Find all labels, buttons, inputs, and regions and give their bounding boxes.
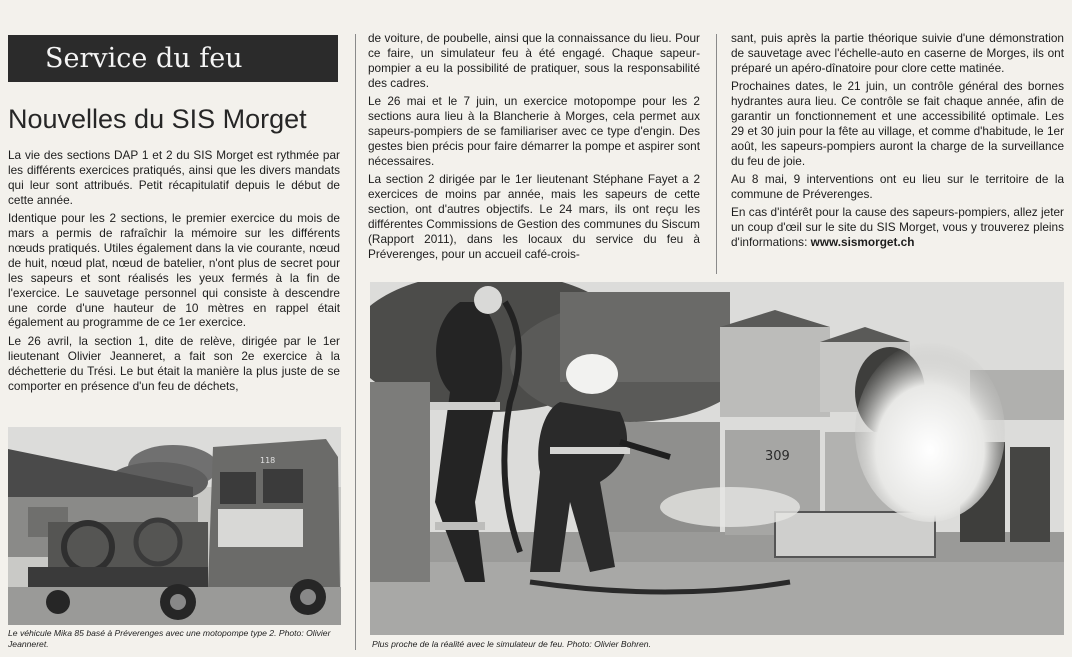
paragraph: La section 2 dirigée par le 1er lieutenant Stéphane Fayet a 2 exercices de moins par année, mais les sapeurs de cette section, ont d'autres objectifs. Le 24 mars, ils ont reçu les différentes Commissions de Gestion des communes du Siscum (Rapport 2011), dans les locaux du service du feu à Préverenges, pour un accueil café-crois-	[368, 172, 700, 261]
paragraph: Au 8 mai, 9 interventions ont eu lieu sur le territoire de la commune de Préverenges.	[731, 172, 1064, 202]
website-link[interactable]: www.sismorget.ch	[810, 235, 915, 250]
paragraph: La vie des sections DAP 1 et 2 du SIS Morget est rythmée par les différents exercices pratiqués, ainsi que les divers mandats qui leur sont attribués. Petit récapitulatif depuis le début de cette année.	[8, 148, 340, 207]
paragraph: de voiture, de poubelle, ainsi que la connaissance du lieu. Pour ce faire, un simulateur feu à été engagé. Chaque sapeur-pompier a eu la possibilité de pratiquer, sous la responsabilité des cadres.	[368, 31, 700, 90]
column-rule	[355, 34, 356, 650]
paragraph: Prochaines dates, le 21 juin, un contrôle général des bornes hydrantes aura lieu. Ce contrôle se fait chaque année, afin de garantir un fonctionnement et une accessibilité optimale. Les 29 et 30 juin pour la fête au village, et comme d'habitude, le 1er août, les sapeurs-pompiers auront la charge de la surveillance du feu de joie.	[731, 79, 1064, 168]
paragraph: sant, puis après la partie théorique suivie d'une démonstration de sauvetage avec l'échelle-auto en caserne de Morges, ils ont préparé un apéro-dînatoire pour clore cette matinée.	[731, 31, 1064, 75]
photo-fire-simulator	[370, 282, 1064, 635]
photo-caption: Plus proche de la réalité avec le simulateur de feu. Photo: Olivier Bohren.	[372, 639, 651, 649]
paragraph: Identique pour les 2 sections, le premier exercice du mois de mars a permis de rafraîchir la mémoire sur les différents nœuds pratiqués. Utiles également dans la vie courante, nœud de huit, nœud plat, nœud de batelier, n'ont plus de secret pour les sapeurs et sont réalisés les yeux fermés à la fin de l'exercice. Le sauvetage personnel qui consiste à descendre une corde d'une hauteur de 10 mètres en rappel était également au programme de ce 1er exercice.	[8, 211, 340, 330]
paragraph	[731, 205, 1064, 250]
paragraph-text: En cas d'intérêt pour la cause des sapeurs-pompiers, allez jeter un coup d'œil sur le site du SIS Morget, vous y trouverez pleins d'informations:	[731, 205, 1064, 250]
paragraph: Le 26 mai et le 7 juin, un exercice motopompe pour les 2 sections aura lieu à la Blancherie à Morges, cela permet aux sapeurs-pompiers de se familiariser avec ce type d'engin. Des gestes bien précis pour faire démarrer la pompe et aspirer sont nécessaires.	[368, 94, 700, 168]
paragraph: Le 26 avril, la section 1, dite de relève, dirigée par le 1er lieutenant Olivier Jeanneret, a fait son 2e exercice à la déchetterie du Trési. Le but était la manière la plus juste de se comporter en présence d'un feu de déchets,	[8, 333, 340, 393]
photo-caption: Le véhicule Mika 85 basé à Préverenges avec une motopompe type 2. Photo: Olivier Jeanneret.	[8, 628, 331, 649]
photo-fire-truck	[8, 427, 341, 625]
container-number: 309	[765, 449, 790, 464]
article-headline: Nouvelles du SIS Morget	[8, 104, 307, 134]
truck-plate: 118	[260, 456, 276, 465]
section-title: Service du feu	[8, 35, 338, 82]
column-rule	[716, 34, 717, 274]
